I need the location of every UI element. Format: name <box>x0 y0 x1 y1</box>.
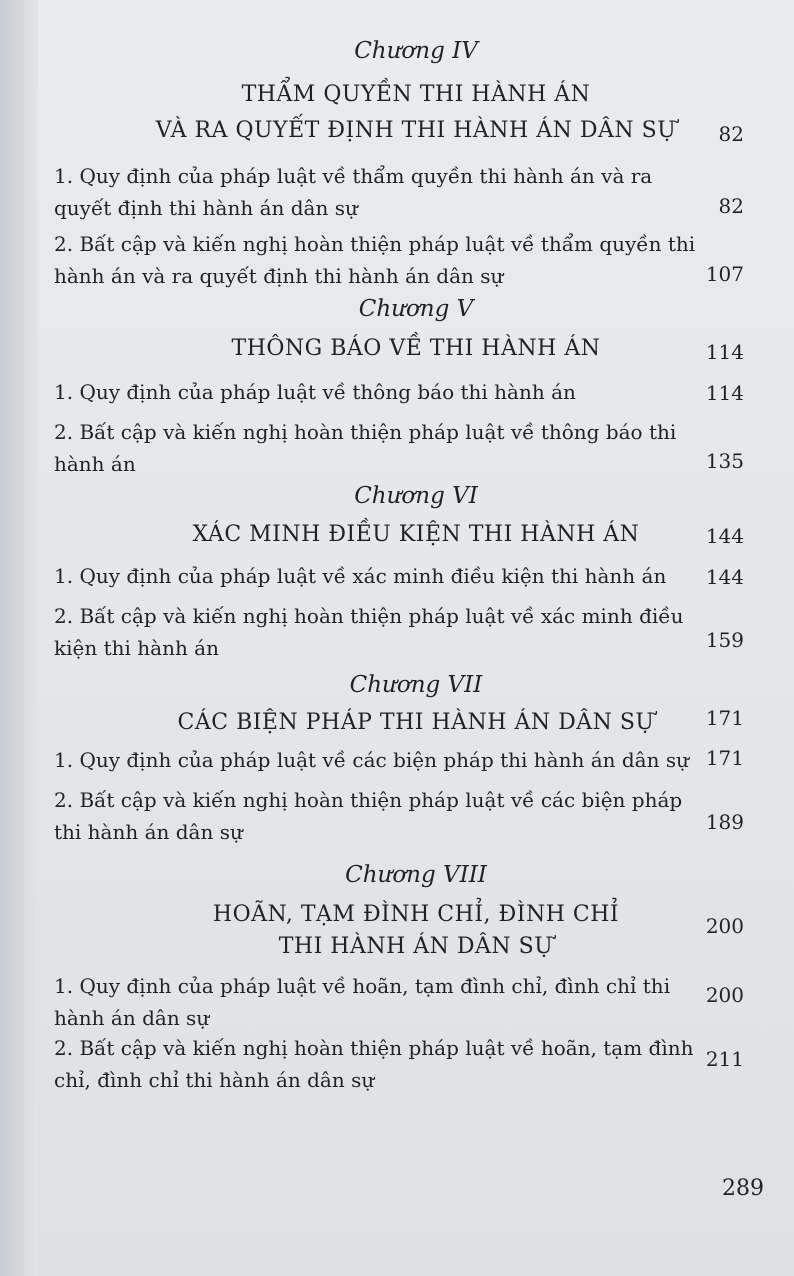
toc-entry-line: kiện thi hành án <box>54 636 219 660</box>
toc-entry-line: hành án và ra quyết định thi hành án dân sự <box>54 264 504 288</box>
entry-page-number: 144 <box>705 565 744 589</box>
chapter-title: THẨM QUYỀN THI HÀNH ÁN <box>241 82 591 107</box>
chapter-title: THÔNG BÁO VỀ THI HÀNH ÁN <box>231 336 601 361</box>
entry-page-number: 135 <box>705 449 744 473</box>
toc-entry <box>54 600 694 664</box>
toc-entry <box>54 416 694 480</box>
toc-entry-line: 1. Quy định của pháp luật về thẩm quyền thi hành án và ra <box>54 164 653 188</box>
chapter-page-number: 114 <box>705 340 744 364</box>
page-folio-number: 289 <box>722 1176 764 1201</box>
toc-entry-line: 2. Bất cập và kiến nghị hoàn thiện pháp luật về thẩm quyền thi <box>54 232 696 256</box>
chapter-title: XÁC MINH ĐIỀU KIỆN THI HÀNH ÁN <box>192 522 640 547</box>
chapter-page-number: 171 <box>705 706 744 730</box>
chapter-page-number: 200 <box>705 914 744 938</box>
toc-entry-line: 2. Bất cập và kiến nghị hoàn thiện pháp luật về xác minh điều <box>54 604 684 628</box>
toc-entry-line: chỉ, đình chỉ thi hành án dân sự <box>54 1068 375 1092</box>
toc-entry-line: 1. Quy định của pháp luật về thông báo thi hành án <box>54 380 576 404</box>
chapter-title: THI HÀNH ÁN DÂN SỰ <box>278 934 554 959</box>
entry-page-number: 211 <box>705 1047 744 1071</box>
toc-entry-line: thi hành án dân sự <box>54 820 243 844</box>
entry-page-number: 114 <box>705 381 744 405</box>
toc-entry-line: 2. Bất cập và kiến nghị hoàn thiện pháp luật về các biện pháp <box>54 788 683 812</box>
toc-entry <box>54 970 694 1034</box>
toc-entry-line: quyết định thi hành án dân sự <box>54 196 358 220</box>
toc-entry <box>54 1032 694 1096</box>
book-gutter-shadow <box>0 0 38 1276</box>
toc-entry-line: 2. Bất cập và kiến nghị hoàn thiện pháp luật về thông báo thi <box>54 420 677 444</box>
toc-entry-line: 2. Bất cập và kiến nghị hoàn thiện pháp luật về hoãn, tạm đình <box>54 1036 694 1060</box>
entry-page-number: 82 <box>718 194 744 218</box>
chapter-heading: Chương VIII <box>345 862 487 888</box>
toc-entry-line: hành án dân sự <box>54 1006 210 1030</box>
entry-page-number: 171 <box>705 746 744 770</box>
entry-page-number: 200 <box>705 983 744 1007</box>
toc-entry-line: 1. Quy định của pháp luật về các biện pháp thi hành án dân sự <box>54 748 689 772</box>
chapter-page-number: 144 <box>705 524 744 548</box>
chapter-heading: Chương V <box>358 296 474 322</box>
toc-entry-line: 1. Quy định của pháp luật về xác minh điều kiện thi hành án <box>54 564 667 588</box>
chapter-heading: Chương VI <box>354 483 478 509</box>
chapter-heading: Chương IV <box>354 38 478 64</box>
toc-entry-line: 1. Quy định của pháp luật về hoãn, tạm đình chỉ, đình chỉ thi <box>54 974 671 998</box>
chapter-title: HOÃN, TẠM ĐÌNH CHỈ, ĐÌNH CHỈ <box>212 902 620 927</box>
toc-page <box>38 0 794 1276</box>
entry-page-number: 189 <box>705 810 744 834</box>
toc-entry <box>54 744 694 776</box>
entry-page-number: 159 <box>705 628 744 652</box>
chapter-heading: Chương VII <box>349 672 483 698</box>
toc-entry <box>54 784 694 848</box>
entry-page-number: 107 <box>705 262 744 286</box>
chapter-page-number: 82 <box>718 122 744 146</box>
toc-entry-line: hành án <box>54 452 136 476</box>
chapter-title: VÀ RA QUYẾT ĐỊNH THI HÀNH ÁN DÂN SỰ <box>155 118 677 143</box>
toc-entry <box>54 376 694 408</box>
toc-entry <box>54 560 694 592</box>
chapter-title: CÁC BIỆN PHÁP THI HÀNH ÁN DÂN SỰ <box>177 710 655 735</box>
toc-entry <box>54 228 694 292</box>
toc-entry <box>54 160 694 224</box>
